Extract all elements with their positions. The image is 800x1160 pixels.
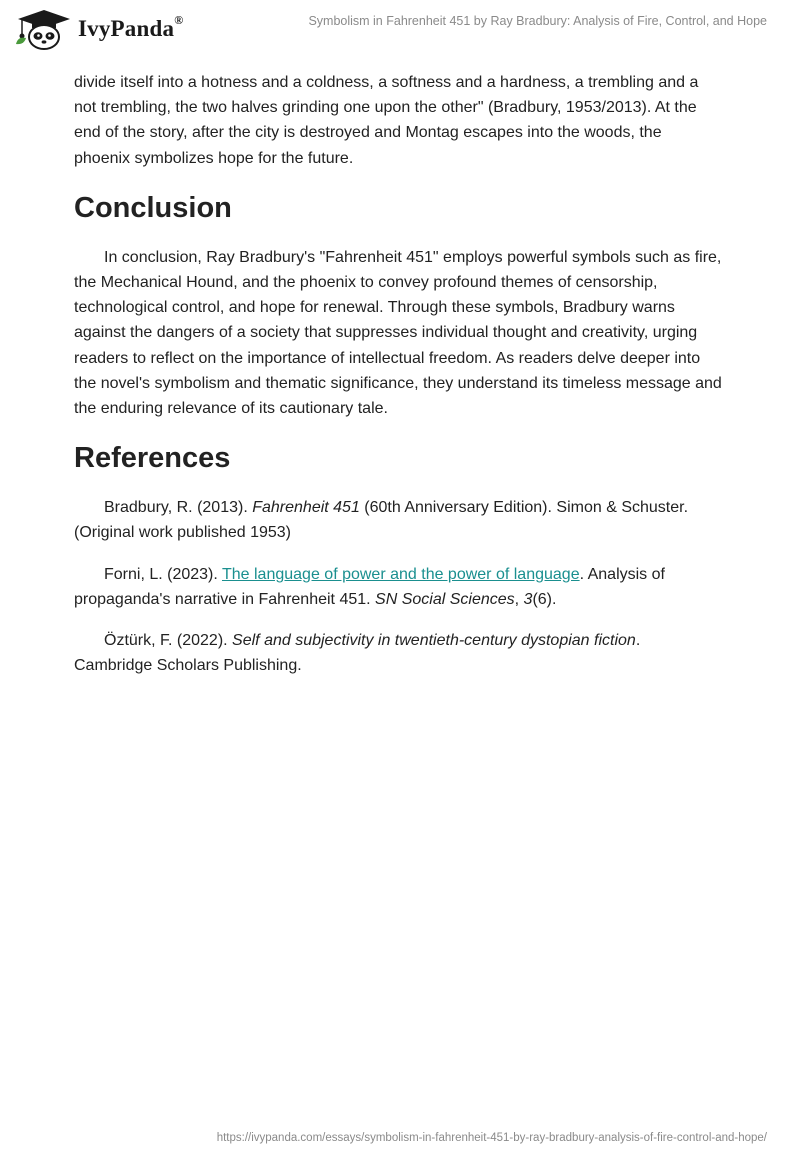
brand-name: IvyPanda® [78, 13, 184, 41]
reference-item: Bradbury, R. (2013). Fahrenheit 451 (60th Anniversary Edition). Simon & Schuster. (Original work published 1953) [74, 499, 689, 542]
conclusion-heading: Conclusion [74, 191, 232, 224]
document-title: Symbolism in Fahrenheit 451 by Ray Bradbury: Analysis of Fire, Control, and Hope [308, 14, 767, 28]
reference-item: Forni, L. (2023). The language of power and the power of language. Analysis of propaganda's narrative in Fahrenheit 451. SN Social Sciences, 3(6). [74, 565, 665, 608]
document-body [74, 70, 722, 694]
reference-item: Öztürk, F. (2022). Self and subjectivity in twentieth-century dystopian fiction. Cambridge Scholars Publishing. [74, 632, 641, 675]
conclusion-paragraph: In conclusion, Ray Bradbury's "Fahrenheit 451" employs powerful symbols such as fire, the Mechanical Hound, and the phoenix to convey profound themes of censorship, technological control, and hope for renewal. Through these symbols, Bradbury warns against the dangers of a society that suppresses individual thought and creativity, urging readers to reflect on the importance of intellectual freedom. As readers delve deeper into the novel's symbolism and thematic significance, they understand its timeless message and the enduring relevance of its cautionary tale. [74, 248, 722, 418]
panda-graduation-cap-icon [14, 8, 74, 50]
intro-paragraph: divide itself into a hotness and a coldness, a softness and a hardness, a trembling and a not trembling, the two halves grinding one upon the other" (Bradbury, 1953/2013). At the end of the story, after the city is destroyed and Montag escapes into the woods, the phoenix symbolizes hope for the future. [74, 74, 699, 167]
references-heading: References [74, 442, 231, 475]
brand-logo[interactable] [14, 8, 183, 50]
reference-link[interactable]: The language of power and the power of language [221, 565, 580, 583]
footer-url: https://ivypanda.com/essays/symbolism-in-fahrenheit-451-by-ray-bradbury-analysis-of-fire-control-and-hope/ [216, 1132, 767, 1144]
